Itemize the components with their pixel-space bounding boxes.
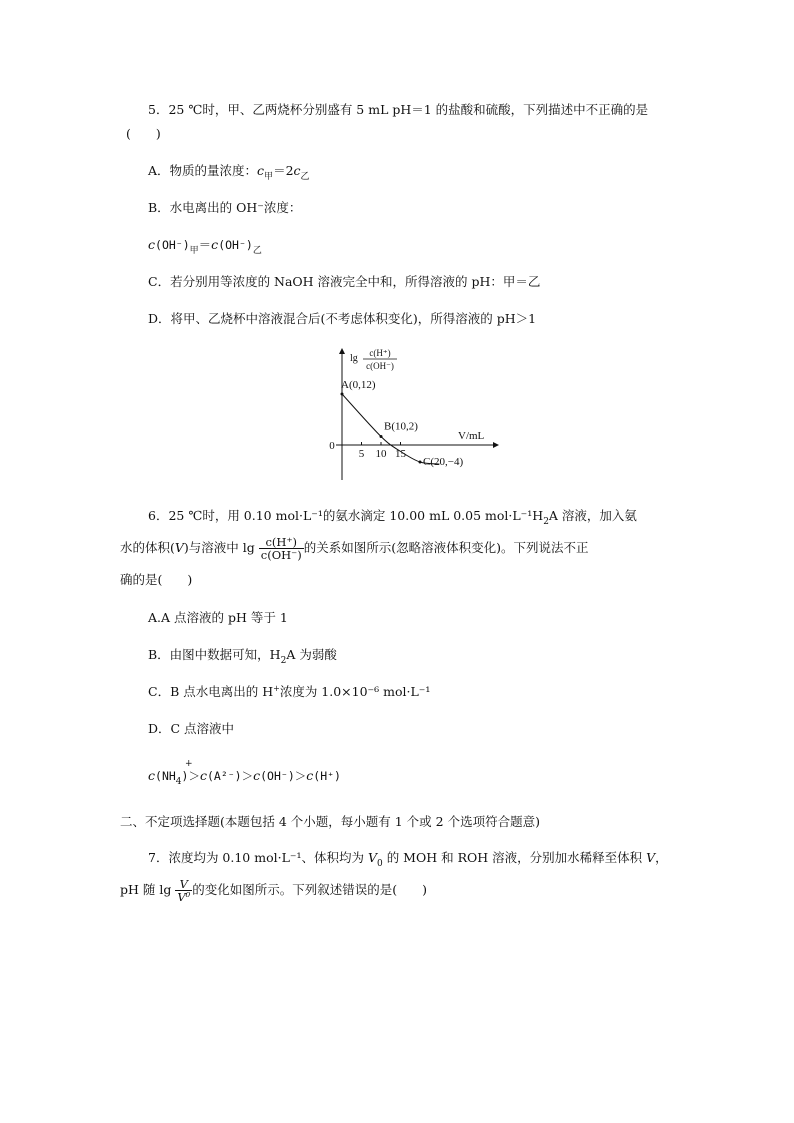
q6-b-pre: B．由图中数据可知，H	[148, 647, 281, 662]
x-tick-label: 5	[358, 448, 365, 460]
data-point-b	[380, 435, 383, 438]
q6-stem-2v: V	[174, 540, 184, 555]
q6-option-d: D．C 点溶液中	[148, 721, 235, 736]
q5-option-b-equation	[148, 237, 262, 255]
q7-stem-1c: ，	[655, 850, 668, 865]
q6-d-c1: c	[148, 768, 156, 783]
q7-stem-line2	[120, 878, 427, 903]
q7-stem-2b: 的变化如图所示。下列叙述错误的是( )	[192, 882, 428, 897]
q5-option-a-sub2: 乙	[300, 172, 310, 182]
q5-b-eq-oh1: (OH⁻)	[155, 238, 190, 252]
q6-d-a2: (A²⁻)＞	[206, 769, 254, 783]
y-label-numerator: c(H⁺)	[369, 348, 391, 358]
q6-d-oh: (OH⁻)＞	[260, 769, 307, 783]
q6-option-c	[148, 684, 430, 702]
q6-stem-line3: 确的是( )	[120, 572, 193, 587]
q6-d-c2: c	[199, 768, 207, 783]
data-point-c	[419, 461, 422, 464]
x-tick-label: 10	[375, 448, 387, 460]
q7-fraction	[175, 878, 192, 903]
q5-b-eq-c2: c	[211, 237, 219, 252]
x-tick-label: 15	[395, 448, 406, 460]
q6-stem-2c: 的关系如图所示(忽略溶液体积变化)。下列说法不正	[303, 540, 589, 555]
q7-stem-v: V	[646, 850, 656, 865]
q6-option-a: A.A 点溶液的 pH 等于 1	[148, 610, 288, 625]
q6-stem-2b: )与溶液中 lg	[183, 540, 255, 555]
y-label-lg: lg	[350, 353, 358, 364]
q6-d-c4: c	[306, 768, 314, 783]
point-label-b: B(10,2)	[384, 420, 418, 433]
q5-option-a-c1: c	[257, 163, 265, 178]
q6-fraction-denominator: c(OH⁻)	[260, 548, 302, 562]
q5-option-c: C．若分别用等浓度的 NaOH 溶液完全中和，所得溶液的 pH：甲＝乙	[148, 274, 541, 289]
point-label-c: C(20,−4)	[423, 456, 464, 468]
section2-title: 二、不定项选择题(本题包括 4 个小题，每小题有 1 个或 2 个选项符合题意)	[120, 814, 540, 829]
q7-fraction-denominator: V⁰	[177, 890, 191, 904]
x-label: V/mL	[458, 430, 485, 442]
q6-d-sub: 4	[175, 777, 182, 787]
q5-b-eq-equals: ＝	[198, 237, 212, 252]
q6-d-nh: (NH	[155, 769, 176, 783]
q6-option-d-plus: +	[185, 759, 193, 769]
q5-b-eq-sub2: 乙	[252, 246, 262, 256]
q5-option-a-sub1: 甲	[264, 172, 274, 182]
q5-b-eq-sub1: 甲	[189, 246, 199, 256]
q6-b-sub: 2	[280, 656, 287, 666]
q7-stem-line1	[148, 850, 668, 868]
q6-d-c3: c	[253, 768, 261, 783]
origin-label: 0	[329, 440, 335, 452]
q5-b-eq-c1: c	[148, 237, 156, 252]
q6-stem-sub: 2	[543, 517, 549, 527]
q5-b-eq-oh2: (OH⁻)	[218, 238, 253, 252]
titration-graph	[320, 345, 520, 485]
q6-option-b	[148, 647, 337, 665]
q6-option-d-equation	[148, 768, 341, 786]
q6-stem-1b: A 溶液，加入氨	[548, 508, 637, 523]
point-label-a: A(0,12)	[341, 379, 376, 391]
q5-stem-line2: ( )	[126, 126, 161, 141]
q5-option-b: B．水电离出的 OH⁻浓度：	[148, 200, 302, 215]
q5-option-a	[148, 163, 310, 181]
q6-c-sup: +	[273, 684, 280, 693]
q7-fraction-numerator: V	[175, 878, 192, 891]
q6-b-post: A 为弱酸	[286, 647, 337, 662]
q6-stem-1a: 6．25 ℃时，用 0.10 mol·L⁻¹的氨水滴定 10.00 mL 0.05 mol·L⁻¹H	[148, 508, 544, 523]
q5-option-a-c2: c	[293, 163, 301, 178]
q7-stem-v0: V	[367, 850, 377, 865]
q5-option-a-mid: ＝2	[273, 163, 294, 178]
q6-d-h: (H⁺)	[313, 769, 341, 783]
data-point-a	[341, 393, 344, 396]
q6-stem-2a: 水的体积(	[120, 540, 175, 555]
q6-stem-line1	[148, 508, 637, 526]
q6-c-post: 浓度为 1.0×10⁻⁶ mol·L⁻¹	[279, 684, 431, 699]
q6-d-gt1: )＞	[181, 769, 200, 783]
q7-stem-2a: pH 随 lg	[120, 882, 176, 897]
q5-option-a-prefix: A．物质的量浓度：	[148, 163, 258, 178]
q6-stem-line2	[120, 536, 588, 561]
y-label-denominator: c(OH⁻)	[366, 361, 394, 371]
q6-lg-fraction	[259, 536, 304, 561]
q5-option-d: D．将甲、乙烧杯中溶液混合后(不考虑体积变化)，所得溶液的 pH＞1	[148, 311, 537, 326]
q7-stem-1a: 7．浓度均为 0.10 mol·L⁻¹、体积均为	[148, 850, 368, 865]
q5-stem-line1: 5．25 ℃时，甲、乙两烧杯分别盛有 5 mL pH＝1 的盐酸和硫酸，下列描述中不正确的是	[148, 102, 649, 117]
q7-stem-v0-sub: 0	[377, 859, 383, 869]
q7-stem-1b: 的 MOH 和 ROH 溶液，分别加水稀释至体积	[382, 850, 647, 865]
q6-fraction-numerator: c(H⁺)	[259, 536, 304, 549]
q6-c-pre: C．B 点水电离出的 H	[148, 684, 274, 699]
